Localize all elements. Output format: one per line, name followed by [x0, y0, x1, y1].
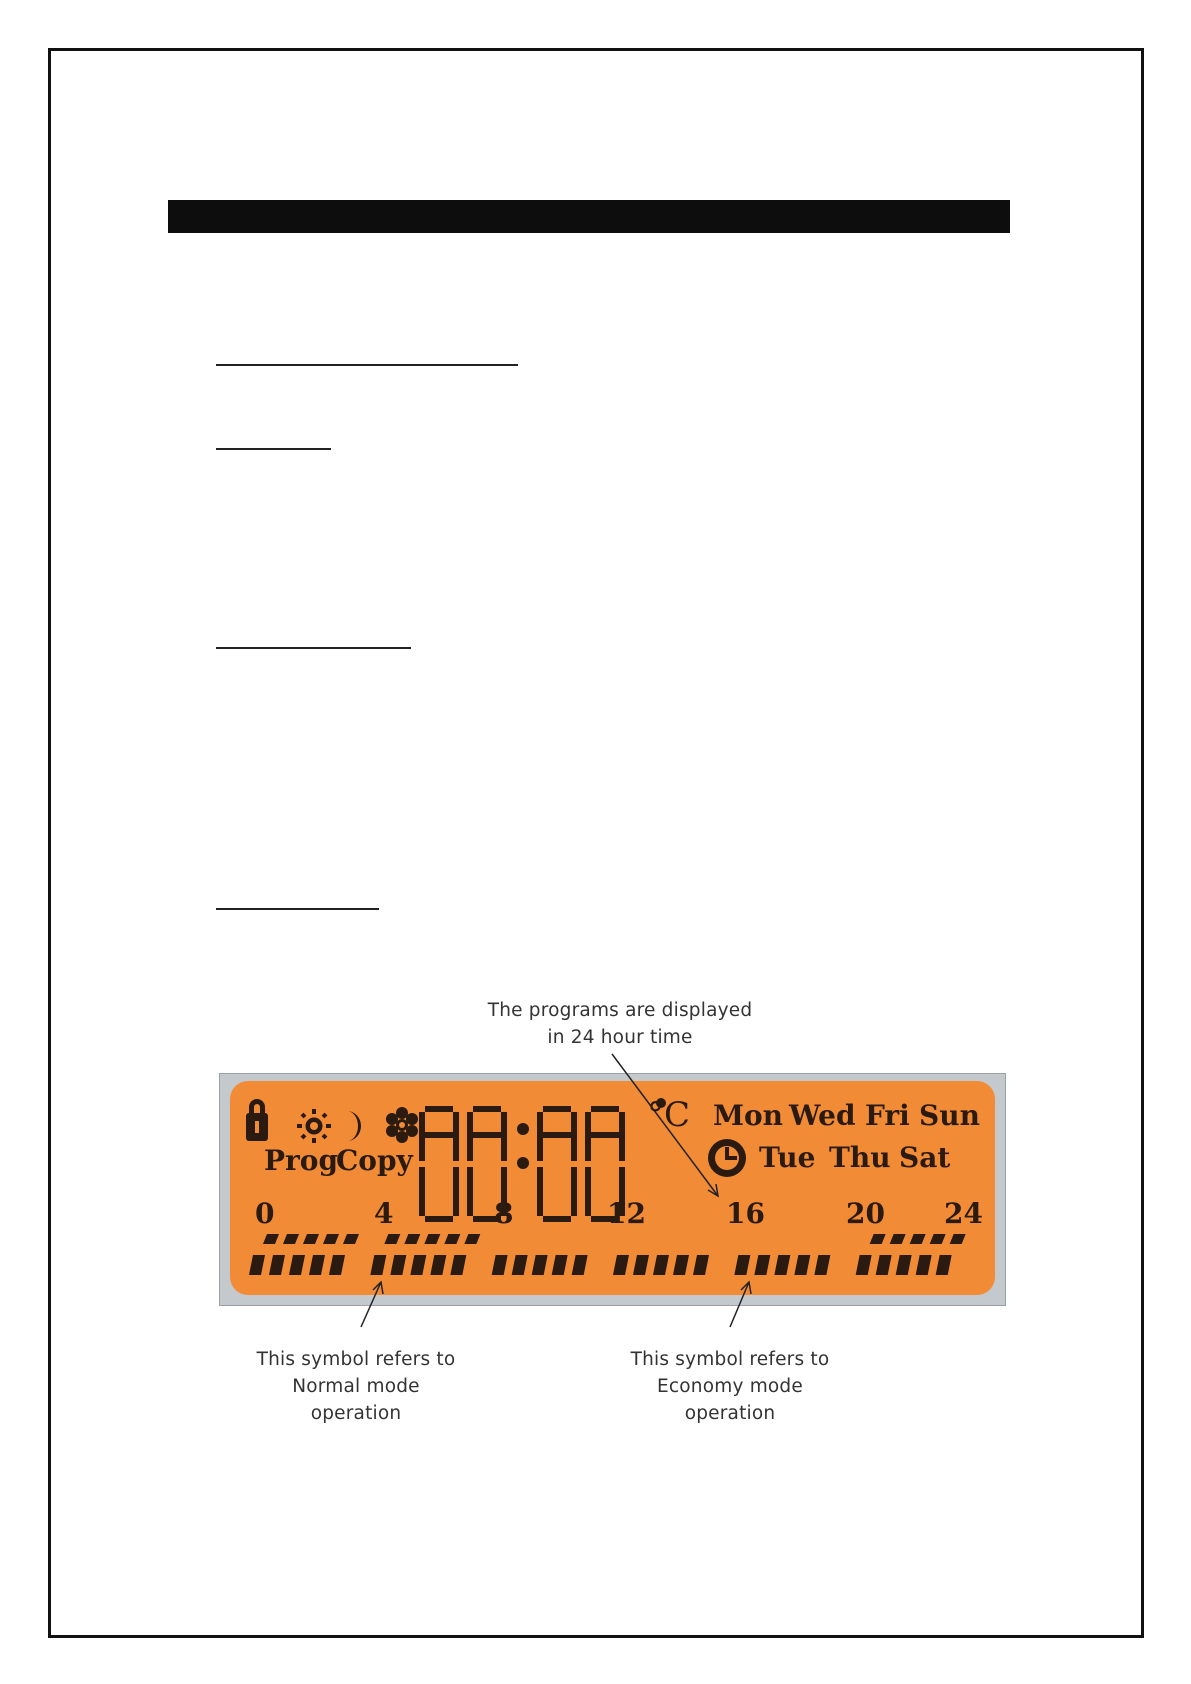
clock-icon [708, 1139, 746, 1177]
clock-segment [537, 1167, 543, 1216]
day-sun: Sun [919, 1099, 980, 1132]
clock-segment [425, 1216, 453, 1222]
hour-0: 0 [255, 1197, 275, 1230]
clock-segment [537, 1112, 543, 1161]
clock-segment [543, 1132, 571, 1138]
hour-24: 24 [944, 1197, 983, 1230]
clock-segment [453, 1112, 459, 1161]
clock-segment [425, 1106, 453, 1112]
clock-segment [501, 1112, 507, 1161]
clock-colon-dot [517, 1123, 529, 1135]
heading-underline-2 [216, 448, 331, 450]
clock-segment [453, 1167, 459, 1216]
hour-8: 8 [494, 1197, 514, 1230]
callout-normal-line-3: operation [310, 1403, 402, 1424]
clock-segment [419, 1167, 425, 1216]
callout-normal-line-2: Normal mode [292, 1376, 420, 1397]
clock-segment [591, 1106, 619, 1112]
clock-segment [425, 1132, 453, 1138]
clock-segment [591, 1132, 619, 1138]
callout-economy-line-1: This symbol refers to [630, 1349, 830, 1370]
clock-segment [473, 1106, 501, 1112]
section-title-bar [168, 200, 1010, 233]
callout-economy-line-2: Economy mode [657, 1376, 803, 1397]
callout-programs-line-1: The programs are displayed [487, 1000, 753, 1021]
clock-segment [619, 1112, 625, 1161]
clock-segment [467, 1167, 473, 1216]
page-border [48, 48, 1144, 1638]
callout-economy-mode [614, 1346, 846, 1427]
clock-segment [419, 1112, 425, 1161]
hour-20: 20 [846, 1197, 885, 1230]
hour-12: 12 [607, 1197, 646, 1230]
callout-economy-line-3: operation [684, 1403, 776, 1424]
day-tue: Tue [759, 1141, 816, 1174]
clock-segment [571, 1167, 577, 1216]
heading-underline-4 [216, 908, 379, 910]
day-mon: Mon [713, 1099, 784, 1132]
day-wed: Wed [789, 1099, 856, 1132]
callout-programs-24h [470, 997, 770, 1051]
callout-programs-line-2: in 24 hour time [547, 1027, 693, 1048]
temperature-unit: °C [647, 1095, 691, 1135]
lcd-display [219, 1073, 1006, 1306]
day-sat: Sat [899, 1141, 951, 1174]
clock-colon-dot [517, 1157, 529, 1169]
day-thu: Thu [829, 1141, 891, 1174]
heading-underline-1 [216, 364, 518, 366]
hour-16: 16 [726, 1197, 765, 1230]
day-fri: Fri [865, 1099, 910, 1132]
callout-normal-mode [240, 1346, 472, 1427]
heading-underline-3 [216, 647, 411, 649]
callout-normal-line-1: This symbol refers to [256, 1349, 456, 1370]
clock-segment [585, 1167, 591, 1216]
clock-segment [585, 1112, 591, 1161]
hour-4: 4 [374, 1197, 394, 1230]
clock-segment [543, 1216, 571, 1222]
clock-segment [467, 1112, 473, 1161]
clock-segment [543, 1106, 571, 1112]
clock-segment [571, 1112, 577, 1161]
copy-label: Copy [336, 1144, 413, 1177]
clock-segment [473, 1132, 501, 1138]
prog-label: Prog [264, 1144, 339, 1177]
